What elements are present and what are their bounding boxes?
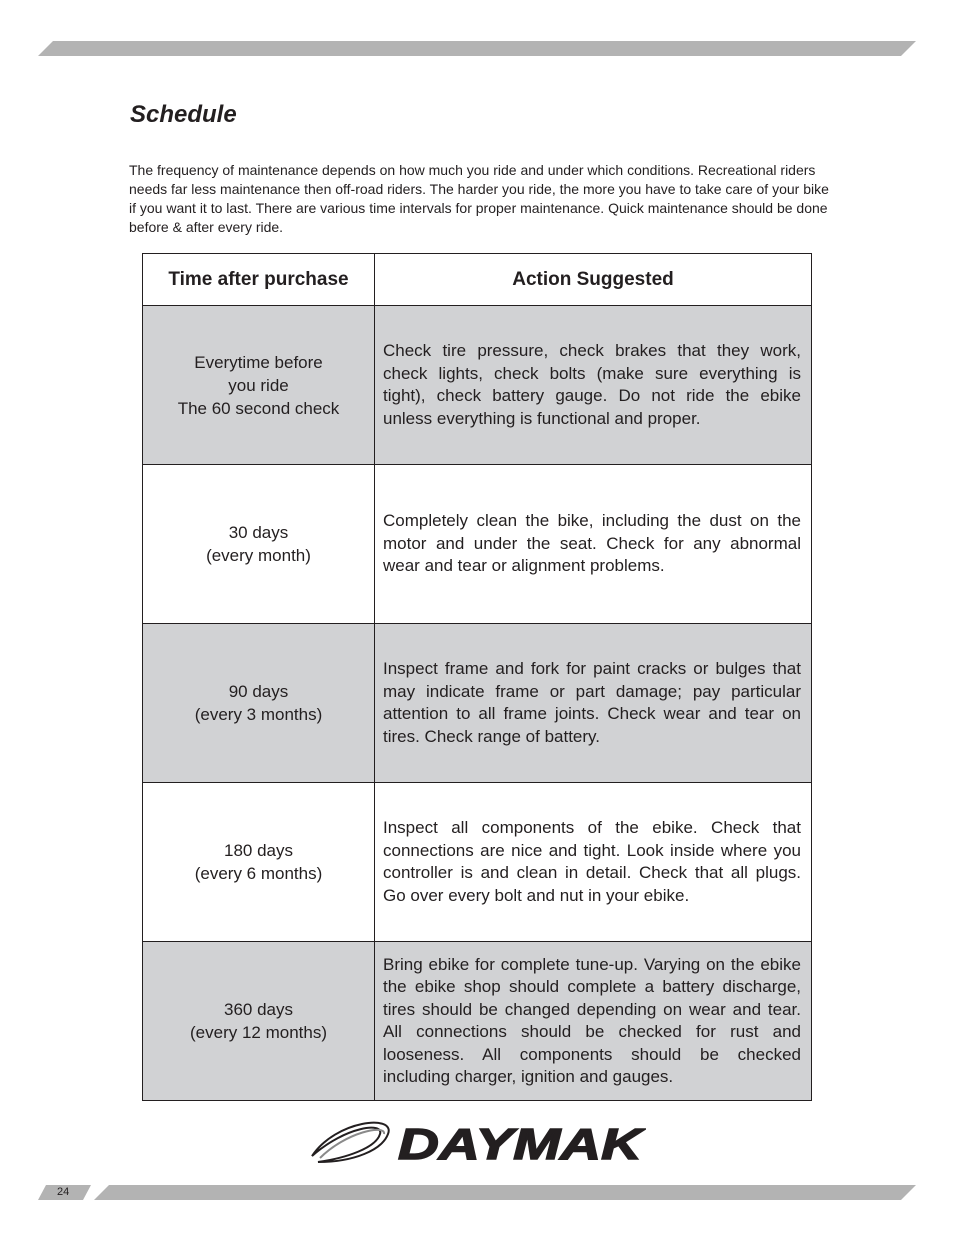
swoosh-icon bbox=[312, 1123, 389, 1162]
table-row bbox=[143, 942, 812, 1101]
footer-stripe bbox=[94, 1185, 916, 1200]
table-row bbox=[143, 783, 812, 942]
action-cell: Inspect frame and fork for paint cracks or bulges that may indicate frame or part damage; pay particular attention to all frame joints. Check wear and tear on tires. Check range of battery. bbox=[375, 624, 812, 783]
intro-paragraph: The frequency of maintenance depends on how much you ride and under which conditions. Recreational riders needs far less maintenance then off-road riders. The harder you ride, the more you have to take care of your bike if you want it to last. There are various time intervals for proper maintenance. Quick maintenance should be done before & after every ride. bbox=[129, 162, 829, 235]
time-cell: 180 days (every 6 months) bbox=[143, 783, 375, 942]
table-row bbox=[143, 624, 812, 783]
action-cell: Completely clean the bike, including the dust on the motor and under the seat. Check for any abnormal wear and tear or alignment problems. bbox=[375, 465, 812, 624]
page-number: 24 bbox=[57, 1186, 70, 1198]
daymak-logo bbox=[306, 1112, 646, 1168]
table-header-row bbox=[143, 254, 812, 306]
logo-wordmark: DAYMAK bbox=[398, 1120, 646, 1168]
time-cell: Everytime before you ride The 60 second check bbox=[143, 306, 375, 465]
time-cell: 360 days (every 12 months) bbox=[143, 942, 375, 1101]
table-row bbox=[143, 465, 812, 624]
table-row bbox=[143, 306, 812, 465]
header-time-after-purchase: Time after purchase bbox=[143, 254, 375, 306]
header-stripe bbox=[38, 41, 916, 56]
time-cell: 30 days (every month) bbox=[143, 465, 375, 624]
action-cell: Inspect all components of the ebike. Check that connections are nice and tight. Look inside where you controller is and clean in detail. Check that all plugs. Go over every bolt and nut in your ebike. bbox=[375, 783, 812, 942]
time-cell: 90 days (every 3 months) bbox=[143, 624, 375, 783]
page-title: Schedule bbox=[130, 101, 237, 128]
action-cell: Check tire pressure, check brakes that they work, check lights, check bolts (make sure everything is tight), check battery gauge. Do not ride the ebike unless everything is functional and proper. bbox=[375, 306, 812, 465]
maintenance-schedule-table bbox=[142, 253, 812, 1101]
action-cell: Bring ebike for complete tune-up. Varying on the ebike the ebike shop should complete a battery discharge, tires should be changed depending on wear and tear. All connections should be checked for rust and looseness. All components should be checked including charger, ignition and gauges. bbox=[375, 942, 812, 1101]
header-action-suggested: Action Suggested bbox=[375, 254, 812, 306]
